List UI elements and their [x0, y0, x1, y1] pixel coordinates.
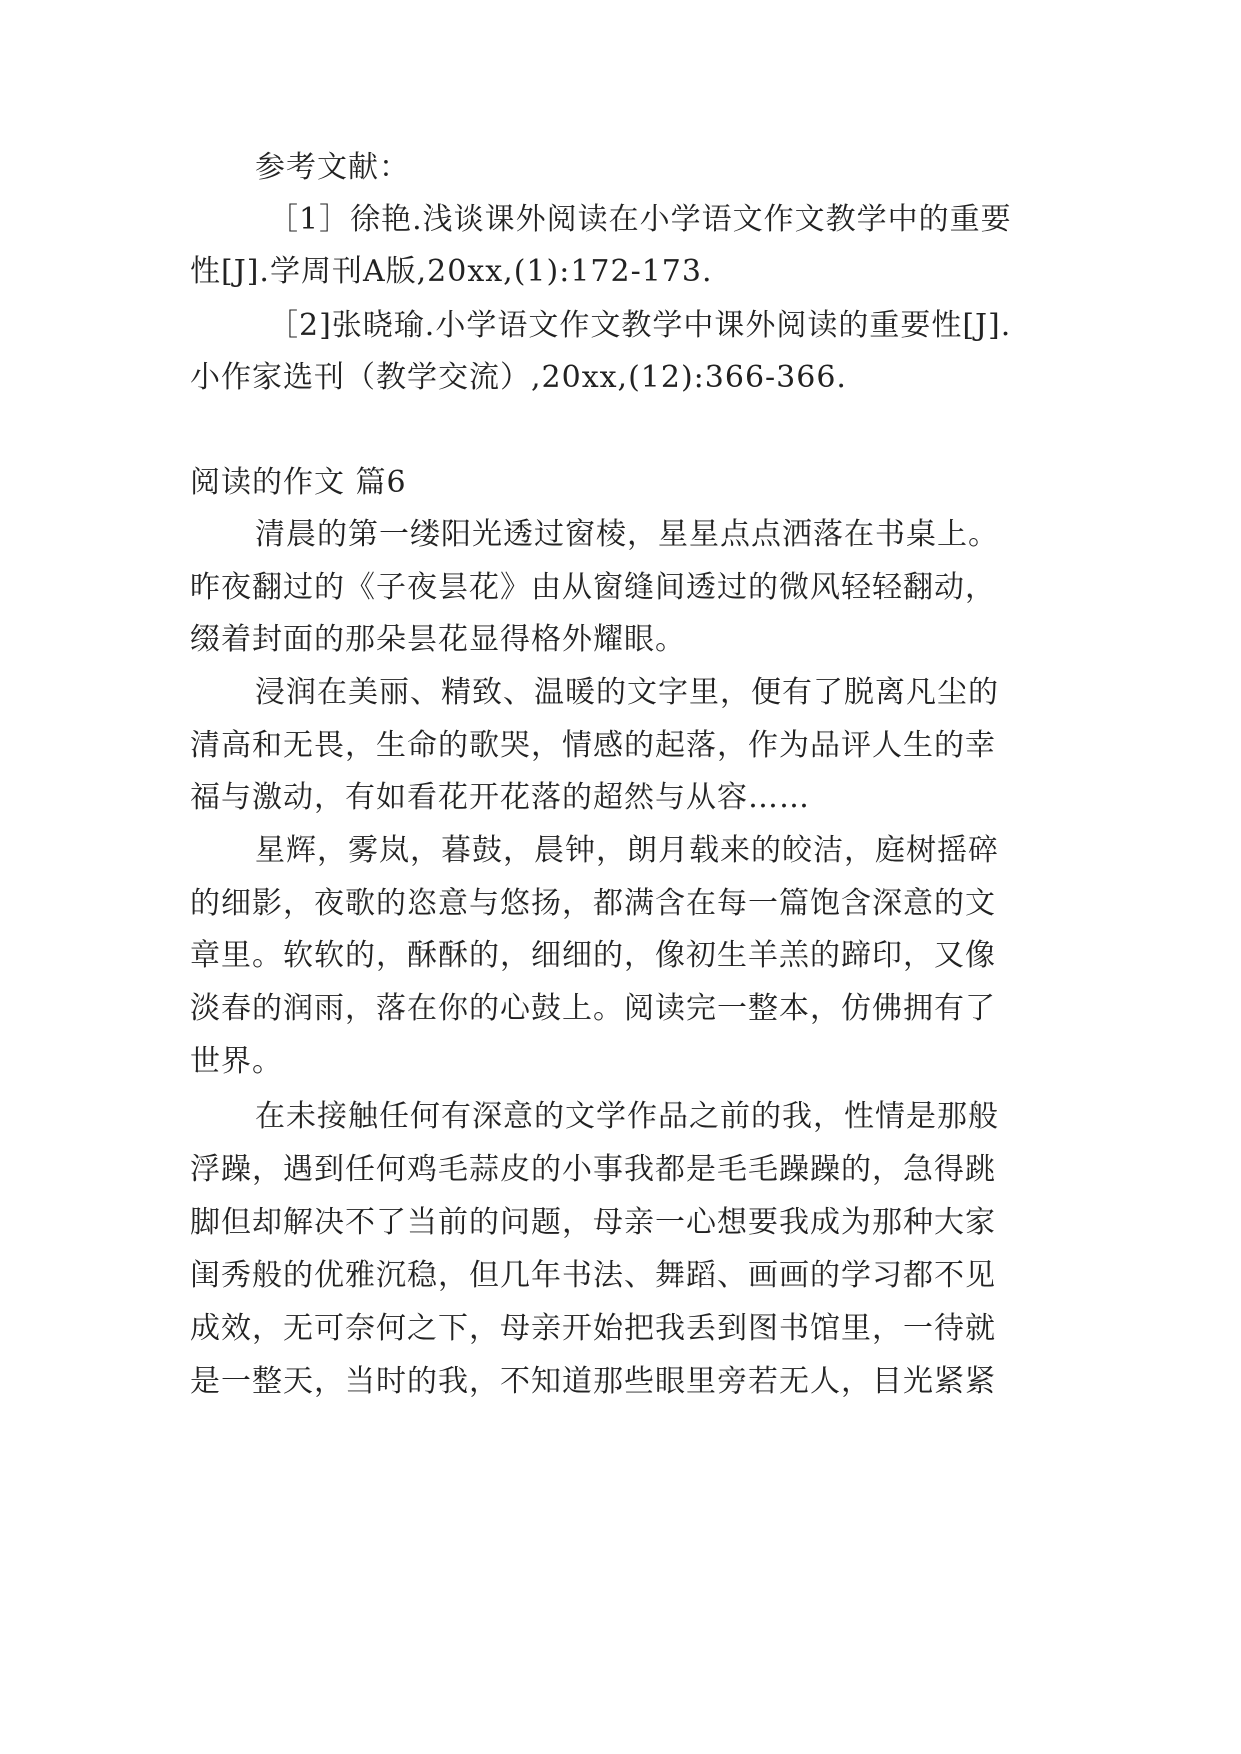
reference-1-line-2: 性[J].学周刊A版,20xx,(1):172-173. [190, 254, 713, 289]
paragraph-line: 脚但却解决不了当前的问题，母亲一心想要我成为那种大家 [190, 1205, 996, 1240]
paragraph-line: 缀着封面的那朵昙花显得格外耀眼。 [190, 622, 686, 657]
paragraph-line: 昨夜翻过的《子夜昙花》由从窗缝间透过的微风轻轻翻动， [190, 570, 996, 605]
paragraph-line: 浮躁，遇到任何鸡毛蒜皮的小事我都是毛毛躁躁的，急得跳 [190, 1152, 996, 1187]
paragraph-line: 淡春的润雨，落在你的心鼓上。阅读完一整本，仿佛拥有了 [190, 991, 996, 1026]
paragraph-line: 的细影，夜歌的恣意与悠扬，都满含在每一篇饱含深意的文 [190, 886, 996, 921]
reference-1-line-1: ［1］徐艳.浅谈课外阅读在小学语文作文教学中的重要 [268, 202, 1012, 237]
paragraph-line: 星辉，雾岚，暮鼓，晨钟，朗月载来的皎洁，庭树摇碎 [255, 833, 999, 868]
paragraph-line: 章里。软软的，酥酥的，细细的，像初生羊羔的蹄印，又像 [190, 938, 996, 973]
paragraph-line: 是一整天，当时的我，不知道那些眼里旁若无人，目光紧紧 [190, 1364, 996, 1399]
paragraph-line: 闺秀般的优雅沉稳，但几年书法、舞蹈、画画的学习都不见 [190, 1258, 996, 1293]
paragraph-line: 成效，无可奈何之下，母亲开始把我丢到图书馆里，一待就 [190, 1311, 996, 1346]
paragraph-line: 清高和无畏，生命的歌哭，情感的起落，作为品评人生的幸 [190, 728, 996, 763]
reference-2-line-1: ［2]张晓瑜.小学语文作文教学中课外阅读的重要性[J]. [268, 308, 1012, 343]
paragraph-line: 福与激动，有如看花开花落的超然与从容…… [190, 780, 810, 815]
references-heading: 参考文献： [255, 150, 410, 185]
section-title: 阅读的作文 篇6 [190, 465, 407, 500]
paragraph-line: 在未接触任何有深意的文学作品之前的我，性情是那般 [255, 1099, 999, 1134]
paragraph-line: 浸润在美丽、精致、温暖的文字里，便有了脱离凡尘的 [255, 675, 999, 710]
paragraph-line: 世界。 [190, 1044, 283, 1079]
paragraph-line: 清晨的第一缕阳光透过窗棱，星星点点洒落在书桌上。 [255, 517, 999, 552]
reference-2-line-2: 小作家选刊（教学交流）,20xx,(12):366-366. [190, 360, 847, 395]
